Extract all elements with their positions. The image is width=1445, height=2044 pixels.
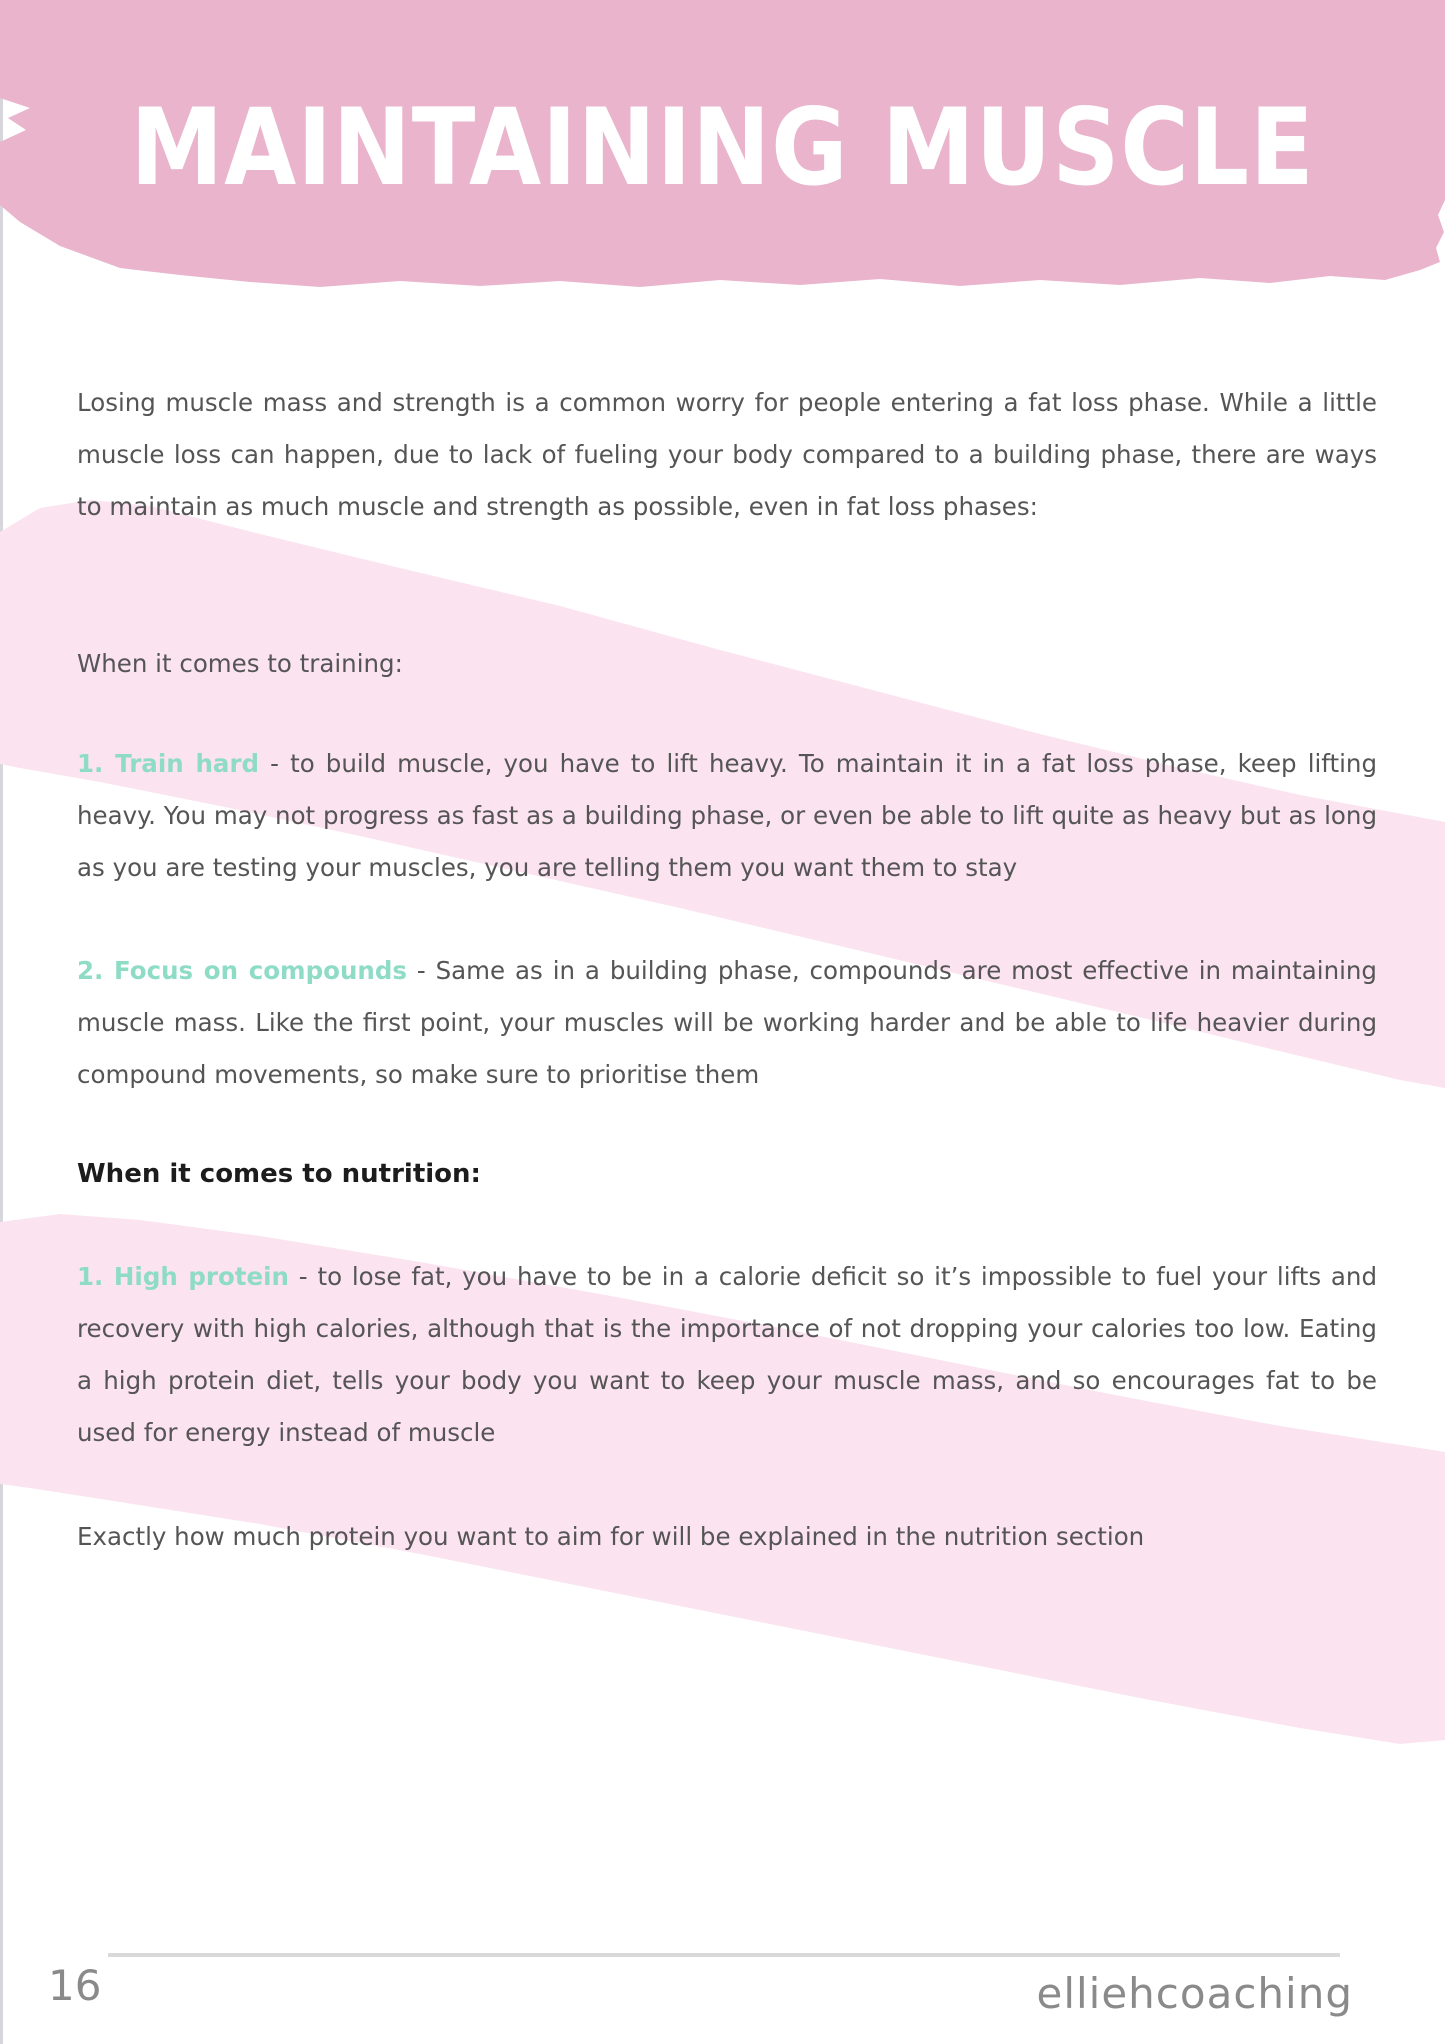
nutrition-note: Exactly how much protein you want to aim for will be explained in the nutrition section [77, 1522, 1145, 1551]
training-item-label: 2. Focus on compounds [77, 956, 407, 985]
intro-paragraph: Losing muscle mass and strength is a common worry for people entering a fat loss phase. While a little muscle loss can happen, due to lack of fueling your body compared to a building phase, there are ways to maintain as much muscle and strength as possible, even in fat loss phases: [77, 388, 1377, 521]
nutrition-item-high-protein [77, 1251, 1377, 1459]
training-item-label: 1. Train hard [77, 749, 260, 778]
training-item-focus-on-compounds [77, 945, 1377, 1101]
brand-name: elliehcoaching [1036, 1969, 1353, 2018]
page-number: 16 [48, 1961, 102, 2010]
training-heading: When it comes to training: [77, 649, 403, 678]
training-item-train-hard [77, 738, 1377, 894]
nutrition-heading: When it comes to nutrition: [77, 1159, 481, 1189]
training-item-text: - Same as in a building phase, compounds are most effective in maintaining muscle mass. Like the first point, your muscles will be working harder and be able to life heavier during compound movements, so make sure to prioritise them [77, 956, 1377, 1089]
nutrition-item-text: - to lose fat, you have to be in a calorie deficit so it’s impossible to fuel your lifts and recovery with high calories, although that is the importance of not dropping your calories too low. Eating a high protein diet, tells your body you want to keep your muscle mass, and so encourages fat to be used for energy instead of muscle [77, 1262, 1377, 1447]
footer-divider [108, 1953, 1340, 1957]
training-item-text: - to build muscle, you have to lift heavy. To maintain it in a fat loss phase, keep lifting heavy. You may not progress as fast as a building phase, or even be able to lift quite as heavy but as long as you are testing your muscles, you are telling them you want them to stay [77, 749, 1377, 882]
page-title: MAINTAINING MUSCLE [130, 86, 1315, 209]
nutrition-item-label: 1. High protein [77, 1262, 289, 1291]
